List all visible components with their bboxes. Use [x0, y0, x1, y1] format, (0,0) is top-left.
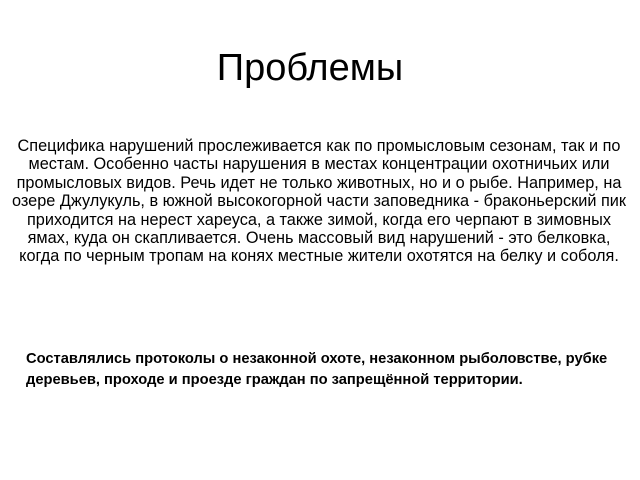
slide-title: Проблемы: [216, 47, 404, 89]
slide-body-paragraph: Специфика нарушений прослеживается как по промысловым сезонам, так и по местам. Особенно часты нарушения в местах концентрации охотничьих или промысловых видов. Речь идет не только животных, но и о рыбе. Например, на озере Джулукуль, в южной высокогорной части заповедника - браконьерский пик приходится на нерест хареуса, а также зимой, когда его черпают в зимовных ямах, куда он скапливается. Очень массовый вид нарушений - это белковка, когда по черным тропам на конях местные жители охотятся на белку и соболя.: [12, 137, 626, 266]
slide-summary-paragraph: Составлялись протоколы о незаконной охоте, незаконном рыболовстве, рубке деревьев, проходе и проезде граждан по запрещённой территории.: [26, 351, 608, 388]
